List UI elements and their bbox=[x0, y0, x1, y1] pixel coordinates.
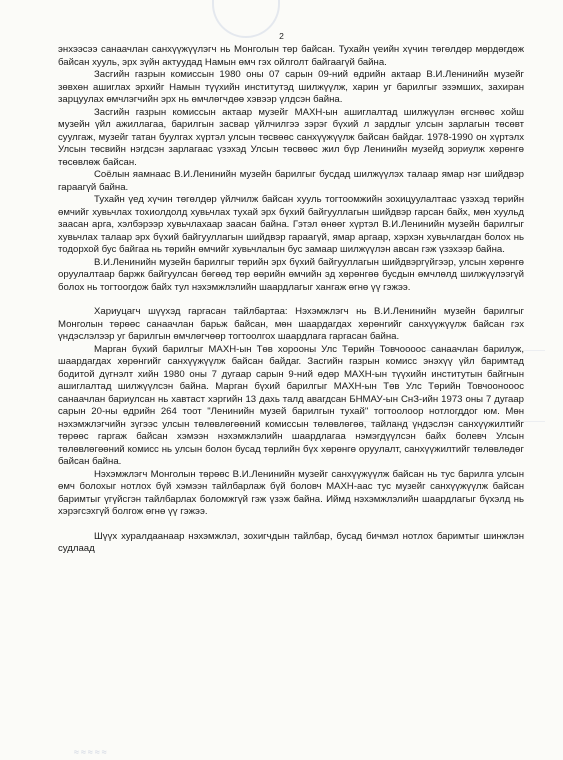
paragraph: Хариуцагч шүүхэд гаргасан тайлбартаа: Нэхэмжлэгч нь В.И.Ленинийн музейн барилгыг Монголын төрөөс санаачлан барьж байсан, мөн шаардагдах хөрөнгийг санхүүжүүлж байсан гэх үндэслэлээр уг барилгын өмчлөгчөөр тогтоолгох шаардлага гаргасан байна. bbox=[58, 306, 524, 342]
paragraph: Соёлын яамнаас В.И.Ленинийн музейн барилгыг бусдад шилжүүлэх талаар ямар нэг шийдвэр гараагүй байна. bbox=[58, 169, 524, 193]
paragraph: Тухайн үед хүчин төгөлдөр үйлчилж байсан хууль тогтоомжийн зохицуулалтаас үзэхэд төрийн өмчийг хувьчлах тохиолдолд хувьчлах тухай эрх бүхий байгууллагын шийдвэр гарсан байх, мөн хуульд заасан арга, хэлбэрээр хувьчлахаар заасан байна. Гэтэл өнөөг хүртэл В.И.Ленинийн музейн барилгыг хувьчлах талаар эрх бүхий байгууллагын шийдвэр гараагүй, ямар аргаар, хэрхэн хувьчлагдан болох нь тодорхой бус байгаа нь төрийн өмчийг хувьчлалын бус замаар шилжүүлэн авсан гэж үзэхээр байна. bbox=[58, 194, 524, 255]
paragraph: Марган бүхий барилгыг МАХН-ын Төв хорооны Улс Төрийн Товчоооос санаачлан барилуж, шаардагдах хөрөнгийг санхүүжүүлж байсан байдаг. Засгийн газрын комисс энэхүү үйл баримтад бодитой дүгнэлт хийн 1980 оны 7 дугаар сарын 9-ний өдөр МАХН-ын түүхийн институтын байгнын ашиглалтад шилжүүлсэн байна. Марган бүхий барилгыг МАХН-ын Төв Улс Төрийн Товчоонооос санаачлан бариулсан нь хавтаст хэргийн 13 дахь талд авагдсан БНМАУ-ын СнЗ-ийн 1973 оны 7 дугаар сарын 20-ны өдрийн 264 тоот "Ленинийн музей барилгын тухай" тогтоолоор нотлогддог юм. Мөн нэхэмжлэгчийн зүгээс улсын төлөвлөгөөний комиссын төлөвлөгөө, тайланд үндэслэн санхүүжилтийг төрөөс гаргаж байсан хэмээн нэхэмжлэлийн шаардлагаа нэмэгдүүлсэн байх болевч Улсын төлөвлөгөөний комисс нь улсын болон бусад төрлийн бүх хөрөнгө оруулалт, санхүүжилтийг төлөвлөдөг байсан байна. bbox=[58, 343, 524, 467]
section-gap bbox=[58, 519, 524, 531]
section-gap bbox=[58, 294, 524, 306]
paragraph: энхээсээ санаачлан санхүүжүүлэгч нь Монголын төр байсан. Тухайн үеийн хүчин төгөлдөр мөрдөгдөж байсан хууль, эрх зүйн актуудад Намын өмч гэх ойлголт байгаагүй байна. bbox=[58, 44, 524, 68]
paragraph: Нэхэмжлэгч Монголын төрөөс В.И.Ленинийн музейг санхүүжүүлж байсан нь тус барилга улсын өмч болохыг нотлох бүй хэмээн тайлбарлаж бүй боловч МАХН-аас тус музейг санхүүжүүлж байсан баримтыг үгүйсгэн тайлбарлах боломжгүй гэж үзэж байна. Иймд нэхэмжлэлийн шаардлагыг бүхэлд нь хэрэгсэхгүй болгож өгнө үү гэжээ. bbox=[58, 468, 524, 517]
document-body bbox=[58, 44, 524, 556]
paragraph: Засгийн газрын комиссын актаар музейг МАХН-ын ашиглалтад шилжүүлэн өгснөөс хойш музейн үйл ажиллагаа, барилгын засвар үйлчилгээ зэрэг бүхий л зардлыг улсын зарлагын төсөвт суулгаж, музейг татан буулгах хүртэл улсын төсвөөс санхүүжүүлж байсан байдаг. 1978-1990 он хүртэлх Улсын төсвийн нэгдсэн зарлагаас үзэхэд Улсын төсвөөс жил бүр Ленинийн музейд зориулж хөрөнгө төсөвлөж байсан. bbox=[58, 106, 524, 168]
paragraph: В.И.Ленинийн музейн барилгыг төрийн эрх бүхий байгууллагын шийдвэргүйгээр, улсын хөрөнгө оруулалтаар баржк байгуулсан бөгөөд төр өөрийн өмчийн эд хөрөнгөө бусдын өмчлөлд шилжүүлээгүй болох нь тогтоогдож байх тул нэхэмжлэлийн шаардлагыг хангаж өгнө үү гэжээ. bbox=[58, 256, 524, 293]
paragraph: Шүүх хуралдаанаар нэхэмжлэл, зохигчдын тайлбар, бусад бичмэл нотлох баримтыг шинжлэн судлаад bbox=[58, 530, 524, 554]
faint-stamp-mark: ≈≈≈≈≈ bbox=[74, 747, 109, 757]
paragraph: Засгийн газрын комиссын 1980 оны 07 сарын 09-ний өдрийн актаар В.И.Ленинийн музейг зөвхөн ашиглах эрхийг Намын түүхийн институтэд шилжүүлж, харин уг барилгыг эзэмших, захиран зарцуулах өмчлэгчийн эрх нь өмчлөгчдөө хэвээр үлдсэн байна. bbox=[58, 69, 524, 105]
page-number: 2 bbox=[279, 31, 284, 41]
